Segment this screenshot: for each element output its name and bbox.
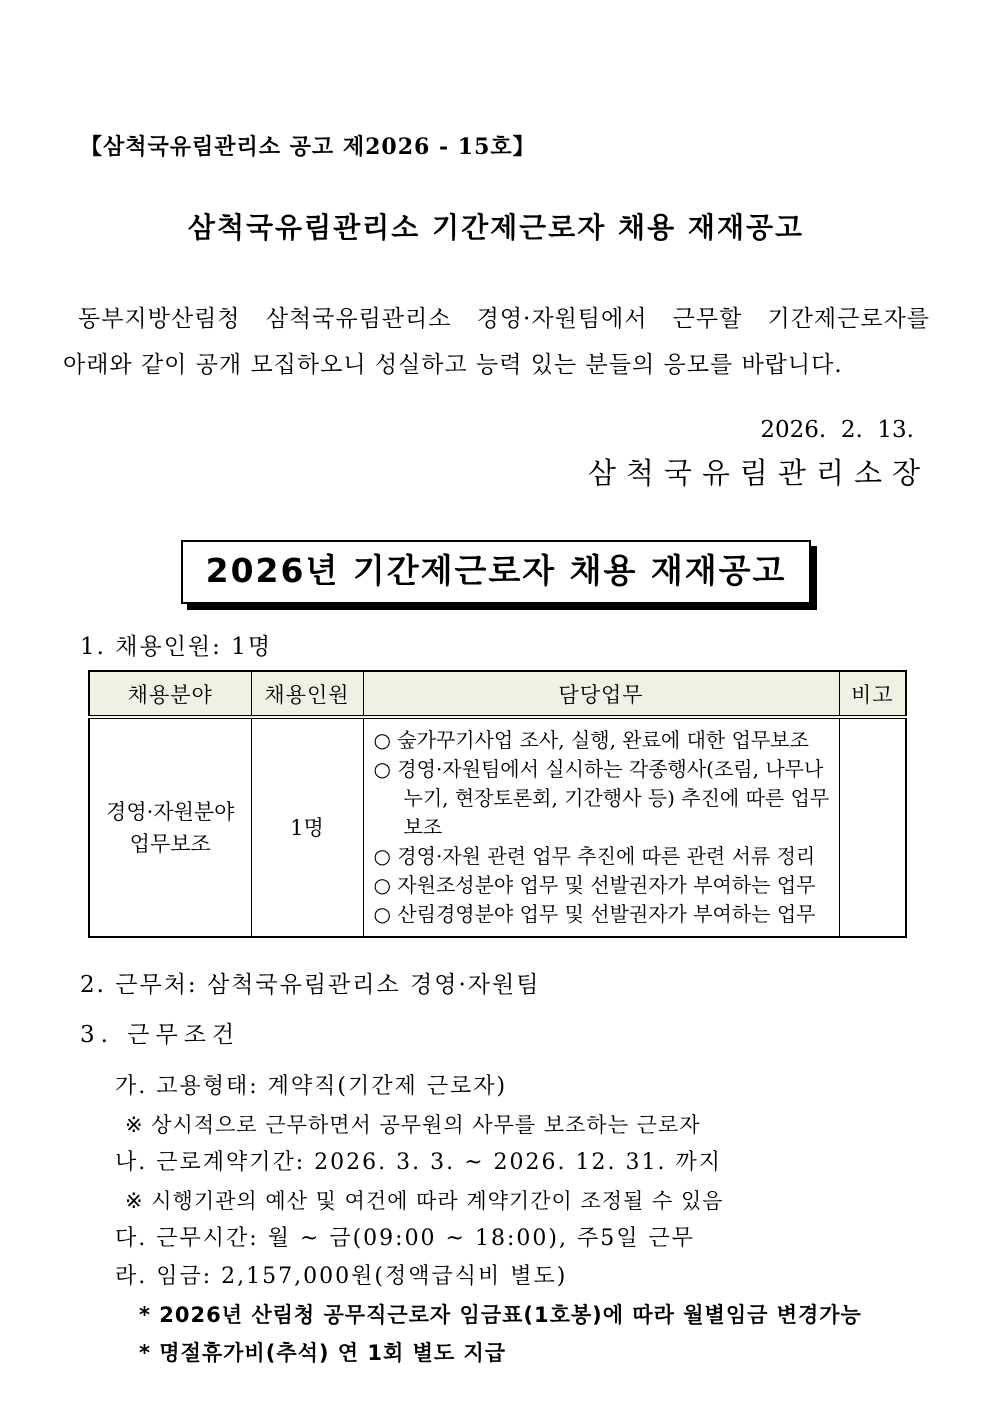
working-conditions-list [0,1068,992,1372]
condition-employment-type: 가. 고용형태: 계약직(기간제 근로자) [115,1074,508,1099]
signer-title: 삼척국유림관리소장 [587,456,930,490]
col-header-field: 채용분야 [89,671,251,717]
cell-note [839,717,906,937]
intro-paragraph [0,296,992,388]
intro-line-1: 동부지방산림청 삼척국유림관리소 경영·자원팀에서 근무할 기간제근로자를 [78,306,930,332]
condition-note-employment: ※ 상시적으로 근무하면서 공무원의 사무를 보조하는 근로자 [125,1113,701,1137]
cell-recruit-count: 1명 [251,717,363,937]
duty-item: ○ 자원조성분야 업무 및 선발권자가 부여하는 업무 [373,873,816,897]
table-row [89,717,906,937]
cell-duties [363,717,839,937]
col-header-count: 채용인원 [251,671,363,717]
condition-note-period: ※ 시행기관의 예산 및 여건에 따라 계약기간이 조정될 수 있음 [125,1189,724,1213]
duty-item: ○ 경영·자원 관련 업무 추진에 따른 관련 서류 정리 [373,844,816,868]
cell-recruit-field [89,717,251,937]
section-2-heading: 2. 근무처: 삼척국유림관리소 경영·자원팀 [80,972,541,998]
table-header-row [89,671,906,717]
condition-contract-period: 나. 근로계약기간: 2026. 3. 3. ~ 2026. 12. 31. 까지 [115,1150,722,1175]
duty-item: ○ 산림경영분야 업무 및 선발권자가 부여하는 업무 [373,902,816,926]
condition-wage-note-1: * 2026년 산림청 공무직근로자 임금표(1호봉)에 따라 월별임금 변경가능 [139,1303,862,1327]
boxed-title-frame [181,540,811,604]
document-title: 삼척국유림관리소 기간제근로자 채용 재재공고 [187,211,805,244]
condition-working-hours: 다. 근무시간: 월 ~ 금(09:00 ~ 18:00), 주5일 근무 [115,1226,695,1251]
recruit-field-line-2: 업무보조 [129,831,211,856]
recruit-field-line-1: 경영·자원분야 [106,799,235,824]
duty-item: ○ 숲가꾸기사업 조사, 실행, 완료에 대한 업무보조 [373,728,809,752]
section-1-heading: 1. 채용인원: 1명 [80,634,273,660]
condition-wage-note-2: * 명절휴가비(추석) 연 1회 별도 지급 [139,1341,507,1365]
duty-item: ○ 경영·자원팀에서 실시하는 각종행사(조림, 나무나누기, 현장토론회, 기간행사 등) 추진에 따른 업무보조 [373,757,830,839]
notice-number: 【삼척국유림관리소 공고 제2026 - 15호】 [80,134,536,160]
announcement-date: 2026. 2. 13. [760,417,914,443]
intro-line-2: 아래와 같이 공개 모집하오니 성실하고 능력 있는 분들의 응모를 바랍니다. [63,352,843,378]
condition-wage: 라. 임금: 2,157,000원(정액급식비 별도) [115,1264,568,1289]
section-3-heading: 3. 근무조건 [80,1022,241,1048]
col-header-duties: 담당업무 [363,671,839,717]
col-header-note: 비고 [839,671,906,717]
boxed-title-text: 2026년 기간제근로자 채용 재재공고 [205,551,787,590]
recruitment-table [88,670,907,938]
